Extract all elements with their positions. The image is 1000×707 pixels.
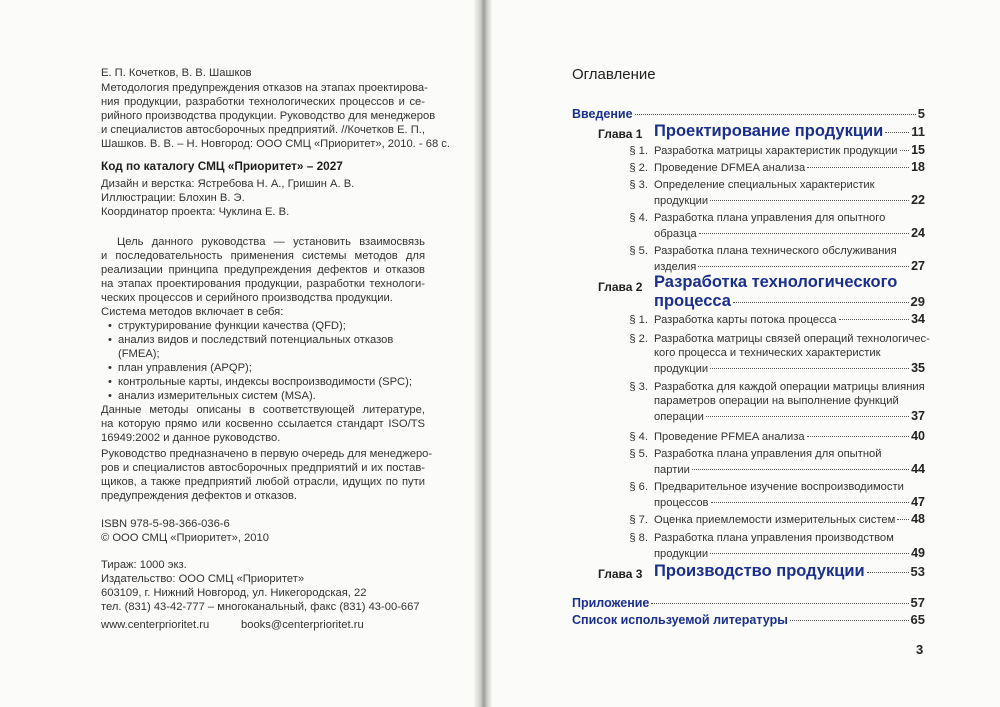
- authors: Е. П. Кочетков, В. В. Шашков: [101, 67, 252, 79]
- toc-entry-section[interactable]: Проведение PFMEA анализа 40: [654, 429, 925, 443]
- dot-leader: [900, 150, 910, 151]
- bullet-icon: •: [108, 390, 112, 402]
- phone: тел. (831) 43-42-777 – многоканальный, факс (831) 43-00-667: [101, 601, 420, 613]
- dot-leader: [897, 519, 909, 520]
- chapter-label: Глава 1: [598, 127, 643, 141]
- dot-leader: [635, 114, 916, 115]
- toc-entry-section[interactable]: Проведение DFMEA анализа 18: [654, 160, 925, 174]
- dot-leader: [807, 436, 910, 437]
- list-item: • план управления (APQP);: [108, 362, 252, 374]
- copyright: © ООО СМЦ «Приоритет», 2010: [101, 532, 269, 544]
- toc-entry-section[interactable]: продукции 22: [654, 193, 925, 207]
- audience-line: предупреждения дефектов и отказов.: [101, 490, 298, 502]
- bibliographic-description: [101, 81, 450, 151]
- toc-title: Оглавление: [572, 66, 656, 83]
- dot-leader: [867, 572, 909, 573]
- book-gutter: [474, 0, 492, 707]
- audience-paragraph: [101, 447, 433, 503]
- credit-line: Иллюстрации: Блохин В. Э.: [101, 192, 245, 204]
- list-item: • анализ измерительных систем (MSA).: [108, 390, 316, 402]
- purpose-line: Система методов включает в себя:: [101, 306, 284, 318]
- toc-entry-section[interactable]: процессов 47: [654, 495, 925, 509]
- audience-line: Руководство предназначено в первую очередь для менеджеро-: [101, 448, 433, 460]
- toc-entry-section[interactable]: Разработка карты потока процесса 34: [654, 312, 925, 326]
- dot-leader: [885, 132, 909, 133]
- literature-line: Данные методы описаны в соответствующей литературе,: [101, 404, 425, 416]
- chapter-label: Глава 3: [598, 567, 643, 581]
- dot-leader: [733, 302, 909, 303]
- credit-line: Дизайн и верстка: Ястребова Н. А., Гришин А. В.: [101, 178, 355, 190]
- bullet-icon: •: [108, 362, 112, 374]
- description-line: ния продукции, разработки технологических процессов и се-: [101, 96, 425, 108]
- dot-leader: [839, 319, 910, 320]
- description-line: Методология предупреждения отказов на этапах проектирова-: [101, 82, 428, 94]
- toc-entry-section[interactable]: операции 37: [654, 409, 925, 423]
- toc-entry-chapter-2[interactable]: процесса 29: [654, 292, 925, 310]
- list-item: • контрольные карты, индексы воспроизводимости (SPC);: [108, 376, 412, 388]
- methods-list: [108, 319, 412, 403]
- dot-leader: [699, 233, 909, 234]
- address: 603109, г. Нижний Новгород, ул. Никегородская, 22: [101, 587, 367, 599]
- print-run: Тираж: 1000 экз.: [101, 559, 187, 571]
- purpose-line: и последовательность применения системы методов для: [101, 250, 425, 262]
- publisher: Издательство: ООО СМЦ «Приоритет»: [101, 573, 305, 585]
- toc-entry-section[interactable]: изделия 27: [654, 259, 925, 273]
- toc-entry-chapter-3[interactable]: Производство продукции 53: [654, 562, 925, 580]
- dot-leader: [692, 469, 909, 470]
- literature-line: на которую прямо или косвенно ссылается стандарт ISO/TS: [101, 418, 425, 430]
- literature-line: 16949:2002 и данное руководство.: [101, 432, 281, 444]
- list-item: • структурирование функции качества (QFD);: [108, 320, 346, 332]
- toc-entry-section[interactable]: партии 44: [654, 462, 925, 476]
- audience-line: щиков, а также предприятий любой отрасли, идущих по пути: [101, 476, 425, 488]
- purpose-line: реализации принципа предупреждения дефектов и отказов: [101, 264, 425, 276]
- purpose-line: Цель данного руководства — установить взаимосвязь: [117, 236, 425, 248]
- dot-leader: [710, 553, 909, 554]
- website-link[interactable]: www.centerprioritet.ru: [101, 619, 210, 631]
- credit-line: Координатор проекта: Чуклина Е. В.: [101, 206, 290, 218]
- toc-entry-references[interactable]: Список используемой литературы 65: [572, 612, 925, 627]
- toc-entry-section[interactable]: продукции 35: [654, 361, 925, 375]
- page-number: 3: [916, 642, 924, 657]
- dot-leader: [711, 502, 910, 503]
- description-line: Шашков. В. В. – Н. Новгород: ООО СМЦ «Приоритет», 2010. - 68 с.: [101, 138, 450, 150]
- toc-entry-section[interactable]: Оценка приемлемости измерительных систем 48: [654, 512, 925, 526]
- toc-entry-section[interactable]: образца 24: [654, 226, 925, 240]
- bullet-icon: •: [108, 376, 112, 388]
- description-line: и специалистов автосборочных предприятий. //Кочетков Е. П.,: [101, 124, 426, 136]
- audience-line: ров и специалистов автосборочных предприятий и их постав-: [101, 462, 425, 474]
- toc-entry-intro[interactable]: Введение 5: [572, 106, 925, 121]
- purpose-paragraph: [101, 235, 425, 319]
- bullet-icon: •: [108, 320, 112, 332]
- catalog-code: Код по каталогу СМЦ «Приоритет» – 2027: [101, 159, 343, 173]
- toc-entry-appendix[interactable]: Приложение 57: [572, 595, 925, 610]
- dot-leader: [651, 603, 908, 604]
- email-link[interactable]: books@centerprioritet.ru: [241, 619, 364, 631]
- dot-leader: [790, 620, 909, 621]
- toc-entry-section[interactable]: продукции 49: [654, 546, 925, 560]
- dot-leader: [706, 416, 909, 417]
- dot-leader: [807, 167, 909, 168]
- bullet-icon: •: [108, 334, 112, 346]
- dot-leader: [698, 266, 909, 267]
- list-item: (FMEA);: [118, 348, 160, 360]
- isbn: ISBN 978-5-98-366-036-6: [101, 518, 230, 530]
- credits: [101, 177, 354, 219]
- list-item: • анализ видов и последствий потенциальных отказов: [108, 334, 394, 346]
- purpose-line: ческих процессов и серийного производства продукции.: [101, 292, 393, 304]
- left-page: [0, 0, 474, 707]
- purpose-line: на этапах проектирования продукции, разработки технологи-: [101, 278, 425, 290]
- dot-leader: [710, 200, 909, 201]
- literature-paragraph: [101, 403, 425, 445]
- description-line: рийного производства продукции. Руководство для менеджеров: [101, 110, 436, 122]
- toc-entry-section[interactable]: Разработка матрицы характеристик продукции 15: [654, 143, 925, 157]
- dot-leader: [710, 368, 909, 369]
- right-page: Оглавление Введение 5 Глава 1 Проектирование продукции 11 § 1. Разработка матрицы характеристик продукции 15 § 2. Проведение DFMEA анализа 18 § 3. Определение специальных характеристик продукции 22 § 4. Разработка плана управления для опытного образца 24 § 5. Разработка плана технического обслуживания изделия 27 Глава 2 Разработка технологического процесса 29 § 1. Разработка карты потока процесса 34 § 2. Разработка матрицы связей операций технологичес- кого процесса и технических характеристик продукции 35 § 3. Разработка для каждой операции матрицы влияния параметров операции на выполнение функций операции 37 § 4. Проведение PFMEA анализа 40 § 5. Разработка плана управления для опытной партии 44 § 6. Предварительное изучение воспроизводимости процессов 47 § 7. Оценка приемлемости измерительных систем 48 § 8. Разработка плана управления производством продукции 49 Глава 3 Производство продукции 53 Приложение 57 Список используемой литературы 65 3: [492, 0, 1000, 707]
- toc-entry-chapter-1[interactable]: Проектирование продукции 11: [654, 122, 925, 140]
- chapter-label: Глава 2: [598, 280, 643, 294]
